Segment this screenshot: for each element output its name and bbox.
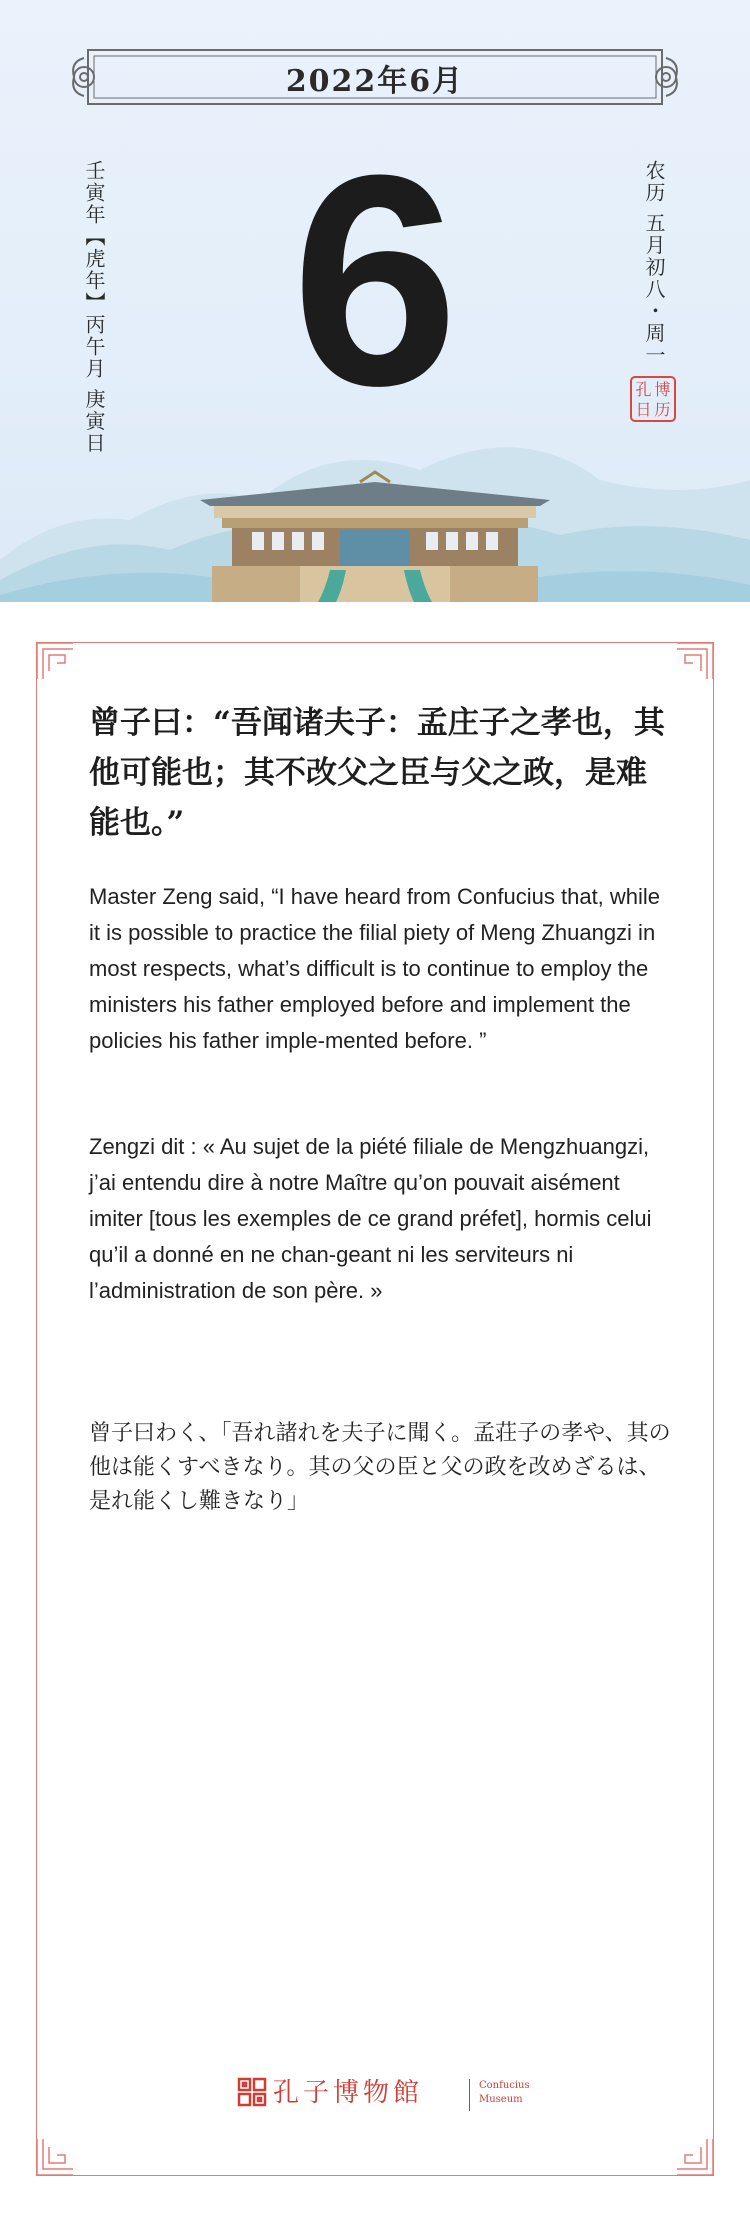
quote-english: Master Zeng said, “I have heard from Confucius that, while it is possible to practice the filial piety of Meng Zhuangzi in most respects, what’s difficult is to continue to employ the ministers his father employed before and implement the policies his father imple-mented before. ” [89, 884, 661, 1053]
logo-english-line: Confucius [479, 2080, 530, 2091]
logo-english-name [479, 2079, 530, 2107]
corner-ornament [35, 641, 75, 681]
logo-chinese-name: 孔子博物館 [273, 2078, 424, 2108]
calendar-header [0, 0, 750, 602]
logo-divider [469, 2079, 470, 2111]
confucius-museum-logo [237, 2075, 557, 2115]
quote-card [36, 642, 714, 2176]
museum-illustration [0, 420, 750, 602]
quote-japanese: 曾子曰わく、「吾れ諸れを夫子に聞く。孟荘子の孝や、其の他は能くすべきなり。其の父の臣と父の政を改めざるは、是れ能くし難きなり」 [89, 1421, 671, 1514]
quote-french: Zengzi dit : « Au sujet de la piété filiale de Mengzhuangzi, j’ai entendu dire à notre Maître qu’on pouvait aisément imiter [tous les exemples de ce grand préfet], hormis celui qu’il a donné en ne chan-geant ni les serviteurs ni l’administration de son père. » [89, 1134, 652, 1303]
seal-char: 孔 [635, 380, 652, 399]
red-seal-stamp [630, 376, 676, 422]
ganzhi-date: 壬寅年【虎年】丙午月 庚寅日 [82, 160, 106, 455]
corner-ornament [675, 641, 715, 681]
month-title: 2022年6月 [285, 64, 465, 99]
corner-ornament [35, 2137, 75, 2177]
day-number: 6 [291, 112, 459, 448]
quote-chinese: 曾子曰：“吾闻诸夫子：孟庄子之孝也，其他可能也；其不改父之臣与父之政，是难能也。” [89, 705, 665, 841]
corner-ornament [675, 2137, 715, 2177]
seal-char: 日 [635, 400, 652, 419]
seal-char: 博 [654, 380, 671, 399]
museum-logo-icon [237, 2077, 267, 2107]
lunar-date: 农历 五月初八・周一 [642, 160, 666, 367]
logo-english-line: Museum [479, 2094, 523, 2105]
seal-char: 历 [654, 400, 671, 419]
